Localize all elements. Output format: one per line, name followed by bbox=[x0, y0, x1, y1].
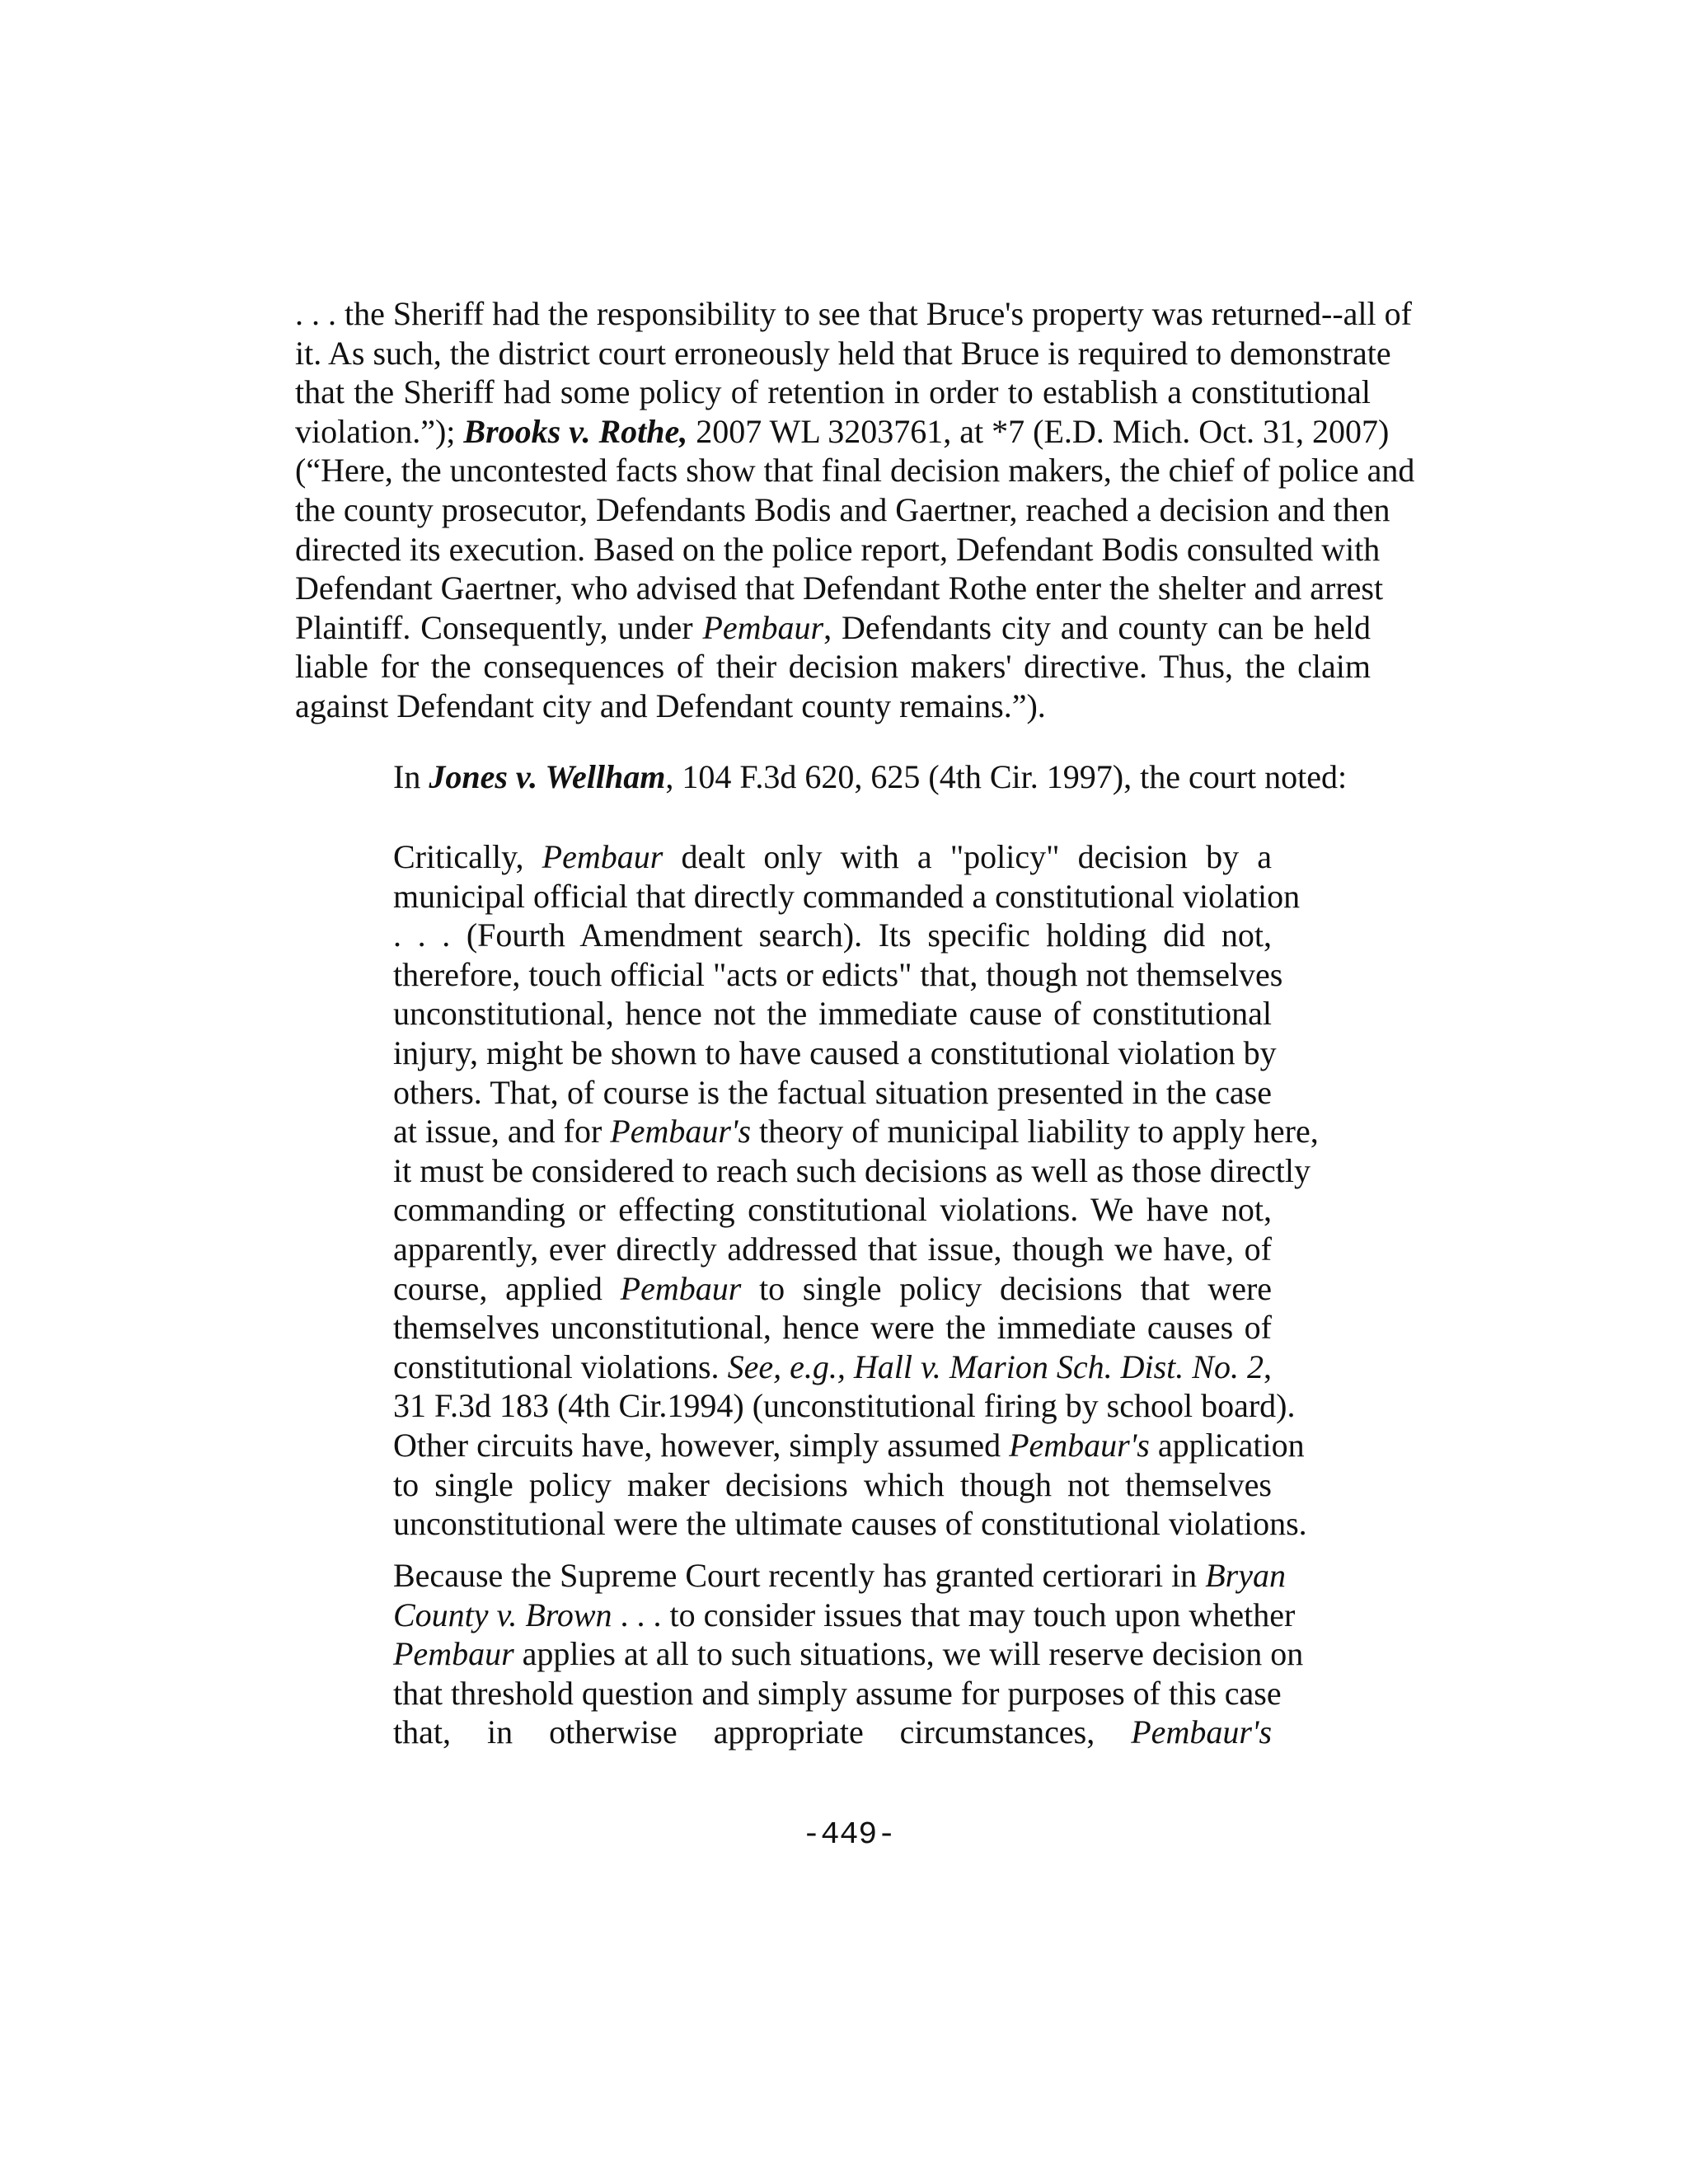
text-segment: that, in otherwise appropriate circumstances, bbox=[393, 1713, 1095, 1751]
block-quote-2 bbox=[393, 1556, 1304, 1752]
text-line bbox=[295, 608, 1371, 648]
text-segment: , bbox=[1264, 1347, 1273, 1385]
case-name-brooks: Brooks v. Rothe, bbox=[463, 412, 688, 450]
top-paragraph bbox=[295, 294, 1415, 726]
block-quote-1 bbox=[393, 837, 1319, 1544]
text-line bbox=[393, 1347, 1272, 1387]
text-line: the county prosecutor, Defendants Bodis and Gaertner, reached a decision and then bbox=[295, 490, 1390, 528]
text-line: 31 F.3d 183 (4th Cir.1994) (unconstitutional firing by school board). bbox=[393, 1387, 1296, 1425]
text-segment: violation.”); bbox=[295, 412, 456, 450]
text-line bbox=[393, 837, 1272, 877]
text-line bbox=[393, 1556, 1286, 1596]
text-segment: course, applied bbox=[393, 1269, 603, 1307]
text-segment: application bbox=[1157, 1426, 1305, 1464]
text-segment: Because the Supreme Court recently has granted certiorari in bbox=[393, 1557, 1198, 1594]
case-name-pembaur: Pembaur bbox=[393, 1635, 514, 1673]
case-name-pembaurs: Pembaur's bbox=[610, 1113, 752, 1151]
case-name-pembaur: Pembaur bbox=[542, 838, 663, 875]
text-line: therefore, touch official "acts or edicts" that, though not themselves bbox=[393, 955, 1283, 993]
citation-jones: , 104 F.3d 620, 625 (4th Cir. 1997), the court noted: bbox=[665, 758, 1348, 795]
case-name-bryan: Bryan bbox=[1205, 1557, 1286, 1594]
text-segment: Critically, bbox=[393, 838, 524, 875]
text-line: Defendant Gaertner, who advised that Defendant Rothe enter the shelter and arrest bbox=[295, 569, 1384, 607]
text-segment: to single policy decisions that were bbox=[759, 1269, 1273, 1307]
case-name-pembaurs: Pembaur's bbox=[1009, 1426, 1150, 1464]
citation-hall: See, e.g., Hall v. Marion Sch. Dist. No. 2 bbox=[727, 1347, 1264, 1385]
text-line: . . . (Fourth Amendment search). Its specific holding did not, bbox=[393, 916, 1272, 954]
text-line bbox=[393, 757, 1407, 797]
text-line bbox=[393, 1269, 1272, 1309]
text-line: against Defendant city and Defendant county remains.”). bbox=[295, 687, 1046, 724]
case-name-bryan: County v. Brown bbox=[393, 1596, 612, 1633]
text-line: that threshold question and simply assume for purposes of this case bbox=[393, 1674, 1282, 1712]
text-line bbox=[295, 412, 1390, 452]
text-line: unconstitutional were the ultimate causes of constitutional violations. bbox=[393, 1505, 1307, 1543]
text-line: directed its execution. Based on the police report, Defendant Bodis consulted with bbox=[295, 530, 1381, 568]
text-line: that the Sheriff had some policy of retention in order to establish a constitutional bbox=[295, 373, 1371, 411]
case-name-jones: Jones v. Wellham bbox=[429, 758, 666, 795]
text-line: (“Here, the uncontested facts show that final decision makers, the chief of police and bbox=[295, 452, 1415, 490]
text-segment: theory of municipal liability to apply here, bbox=[759, 1113, 1319, 1151]
text-line: municipal official that directly commanded a constitutional violation bbox=[393, 877, 1301, 915]
text-segment: . . . to consider issues that may touch upon whether bbox=[620, 1596, 1296, 1633]
text-segment: dealt only with a "policy" decision by a bbox=[681, 838, 1273, 875]
text-line: . . . the Sheriff had the responsibility to see that Bruce's property was returned--all of bbox=[295, 295, 1412, 332]
citation-brooks: 2007 WL 3203761, at *7 (E.D. Mich. Oct. 31, 2007) bbox=[696, 412, 1390, 450]
text-line: others. That, of course is the factual situation presented in the case bbox=[393, 1073, 1272, 1111]
case-name-pembaur: Pembaur bbox=[702, 608, 824, 646]
case-name-pembaur: Pembaur bbox=[620, 1269, 742, 1307]
text-line: liable for the consequences of their decision makers' directive. Thus, the claim bbox=[295, 648, 1371, 686]
text-line: unconstitutional, hence not the immediate cause of constitutional bbox=[393, 995, 1272, 1033]
case-name-pembaurs: Pembaur's bbox=[1131, 1713, 1273, 1751]
text-line: it. As such, the district court erroneously held that Bruce is required to demonstrate bbox=[295, 334, 1391, 372]
text-line: commanding or effecting constitutional violations. We have not, bbox=[393, 1191, 1272, 1229]
text-line bbox=[393, 1426, 1305, 1465]
text-line: it must be considered to reach such decisions as well as those directly bbox=[393, 1151, 1311, 1189]
text-segment: constitutional violations. bbox=[393, 1347, 720, 1385]
text-segment: In bbox=[393, 758, 421, 795]
text-line: apparently, ever directly addressed that issue, though we have, of bbox=[393, 1230, 1272, 1268]
text-line bbox=[393, 1112, 1319, 1151]
text-segment: applies at all to such situations, we will reserve decision on bbox=[522, 1635, 1304, 1673]
text-segment: at issue, and for bbox=[393, 1113, 603, 1151]
text-line bbox=[393, 1713, 1272, 1752]
text-segment: Other circuits have, however, simply assumed bbox=[393, 1426, 1001, 1464]
page-number: -449- bbox=[801, 1817, 897, 1853]
text-segment: Plaintiff. Consequently, under bbox=[295, 608, 693, 646]
text-line: to single policy maker decisions which though not themselves bbox=[393, 1465, 1272, 1503]
text-segment: , Defendants city and county can be held bbox=[823, 608, 1372, 646]
text-line bbox=[393, 1596, 1296, 1635]
text-line: themselves unconstitutional, hence were the immediate causes of bbox=[393, 1309, 1272, 1347]
quote-intro bbox=[393, 757, 1407, 797]
text-line bbox=[393, 1634, 1304, 1674]
text-line: injury, might be shown to have caused a constitutional violation by bbox=[393, 1033, 1277, 1071]
